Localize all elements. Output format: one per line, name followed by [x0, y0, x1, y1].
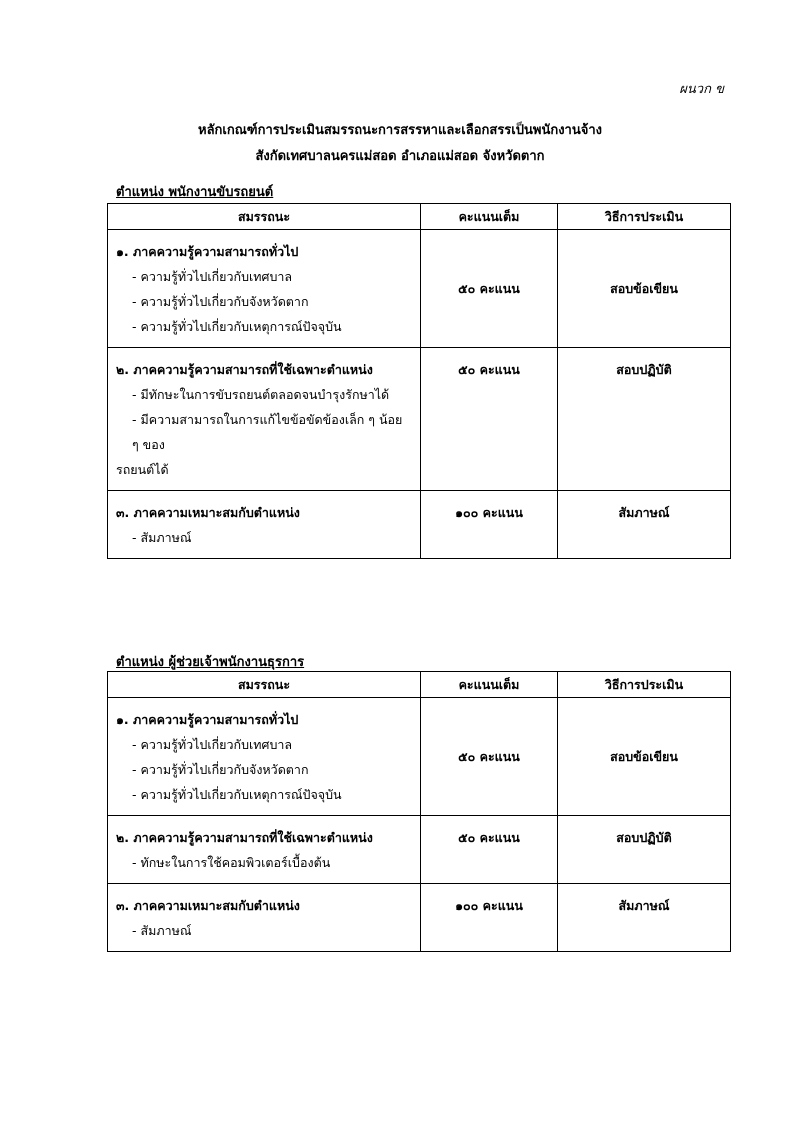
competency-cell [108, 884, 421, 952]
score-cell: ๕๐ คะแนน [421, 816, 558, 884]
competency-item: - ความรู้ทั่วไปเกี่ยวกับเหตุการณ์ปัจจุบัน [132, 787, 342, 802]
position-title-admin-assistant: ตำแหน่ง ผู้ช่วยเจ้าพนักงานธุรการ [116, 655, 305, 670]
table-row [108, 348, 731, 491]
competency-cell [108, 491, 421, 559]
competency-item: - สัมภาษณ์ [132, 923, 192, 938]
method-cell: สอบปฏิบัติ [558, 816, 731, 884]
table-row [108, 884, 731, 952]
criteria-table-admin-assistant [107, 671, 731, 952]
competency-heading: ๓. ภาคความเหมาะสมกับตำแหน่ง [116, 898, 300, 913]
score-cell: ๑๐๐ คะแนน [421, 884, 558, 952]
competency-heading: ๑. ภาคความรู้ความสามารถทั่วไป [116, 244, 299, 259]
annex-label: ผนวก ข [679, 82, 724, 97]
competency-cell [108, 816, 421, 884]
table-header-row [108, 672, 731, 698]
competency-heading: ๒. ภาคความรู้ความสามารถที่ใช้เฉพาะตำแหน่ง [116, 830, 373, 845]
table-row [108, 698, 731, 816]
header-competency: สมรรถนะ [108, 672, 421, 698]
competency-item: - ความรู้ทั่วไปเกี่ยวกับเทศบาล [132, 269, 293, 284]
table-row [108, 816, 731, 884]
competency-item: - ทักษะในการใช้คอมพิวเตอร์เบื้องต้น [132, 855, 331, 870]
competency-heading: ๒. ภาคความรู้ความสามารถที่ใช้เฉพาะตำแหน่ง [116, 362, 373, 377]
competency-cell [108, 698, 421, 816]
position-title-driver: ตำแหน่ง พนักงานขับรถยนต์ [116, 185, 274, 200]
header-method: วิธีการประเมิน [558, 672, 731, 698]
header-full-score: คะแนนเต็ม [421, 672, 558, 698]
score-cell: ๑๐๐ คะแนน [421, 491, 558, 559]
method-cell: สอบข้อเขียน [558, 230, 731, 348]
score-cell: ๕๐ คะแนน [421, 230, 558, 348]
document-subtitle: สังกัดเทศบาลนครแม่สอด อำเภอแม่สอด จังหวัดตาก [255, 149, 545, 164]
score-cell: ๕๐ คะแนน [421, 698, 558, 816]
criteria-table-driver [107, 203, 731, 559]
method-cell: สอบปฏิบัติ [558, 348, 731, 491]
competency-heading: ๑. ภาคความรู้ความสามารถทั่วไป [116, 712, 299, 727]
competency-item: - ความรู้ทั่วไปเกี่ยวกับเหตุการณ์ปัจจุบัน [132, 319, 342, 334]
competency-item: - มีความสามารถในการแก้ไขข้อขัดข้องเล็ก ๆ น้อย ๆ ของ [132, 412, 403, 452]
competency-item: - ความรู้ทั่วไปเกี่ยวกับจังหวัดตาก [132, 294, 309, 309]
header-competency: สมรรถนะ [108, 204, 421, 230]
header-method: วิธีการประเมิน [558, 204, 731, 230]
score-cell: ๕๐ คะแนน [421, 348, 558, 491]
competency-heading: ๓. ภาคความเหมาะสมกับตำแหน่ง [116, 505, 300, 520]
header-full-score: คะแนนเต็ม [421, 204, 558, 230]
competency-item: - มีทักษะในการขับรถยนต์ตลอดจนบำรุงรักษาได้ [132, 387, 390, 402]
document-title: หลักเกณฑ์การประเมินสมรรถนะการสรรหาและเลือกสรรเป็นพนักงานจ้าง [198, 123, 602, 138]
table-row [108, 491, 731, 559]
table-row [108, 230, 731, 348]
competency-item: - ความรู้ทั่วไปเกี่ยวกับเทศบาล [132, 737, 293, 752]
table-header-row [108, 204, 731, 230]
method-cell: สอบข้อเขียน [558, 698, 731, 816]
method-cell: สัมภาษณ์ [558, 884, 731, 952]
competency-cell [108, 230, 421, 348]
competency-item: - สัมภาษณ์ [132, 530, 192, 545]
competency-item: - ความรู้ทั่วไปเกี่ยวกับจังหวัดตาก [132, 762, 309, 777]
competency-cell [108, 348, 421, 491]
method-cell: สัมภาษณ์ [558, 491, 731, 559]
competency-item-continuation: รถยนต์ได้ [116, 462, 169, 477]
